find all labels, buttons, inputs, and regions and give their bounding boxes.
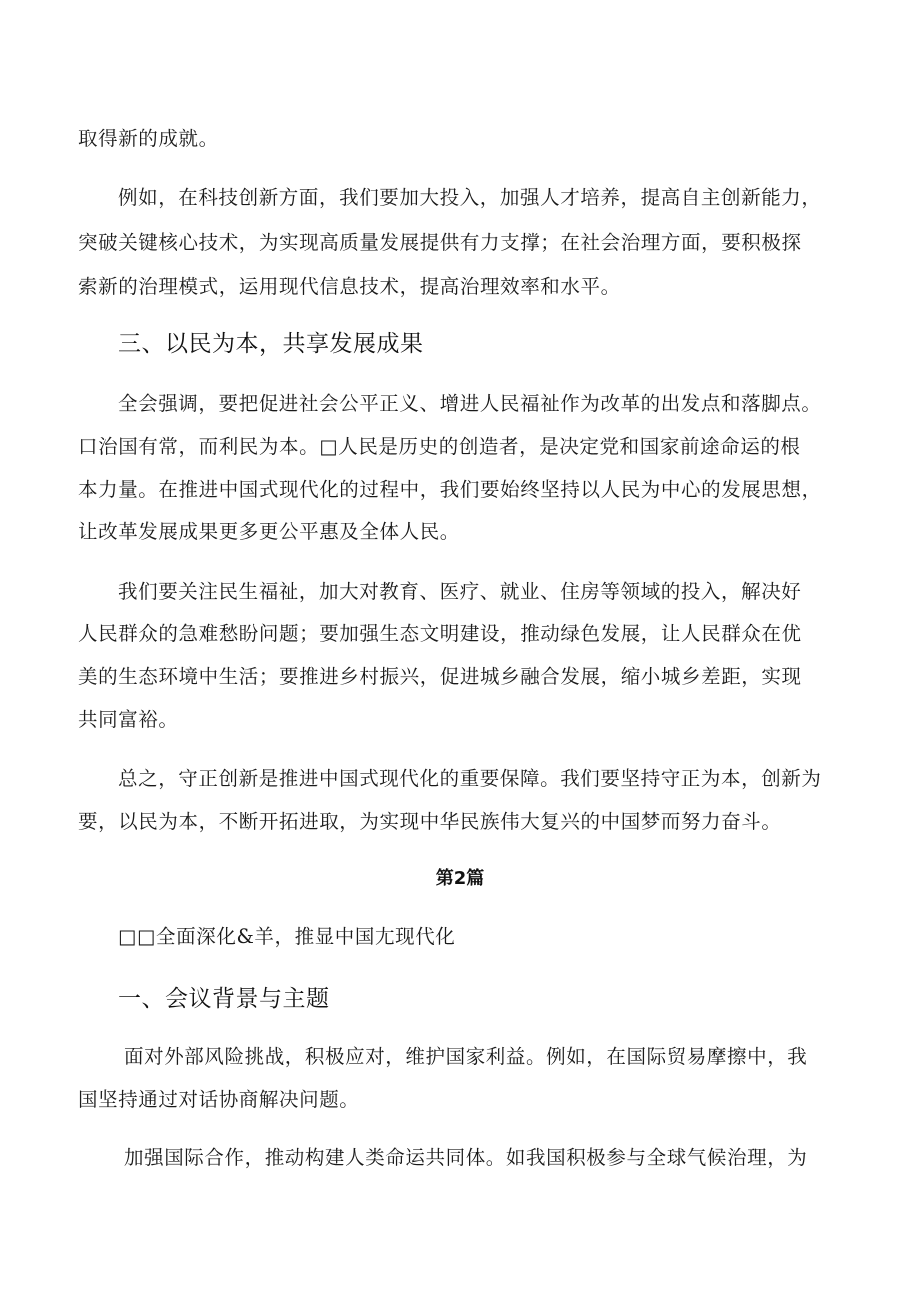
paragraph-line: 共同富裕。 — [78, 708, 179, 731]
section-heading: 一、会议背景与主题 — [118, 986, 330, 1012]
paragraph-line: 人民群众的急难愁盼问题；要加强生态文明建设，推动绿色发展，让人民群众在优 — [78, 622, 802, 645]
paragraph-line: 本力量。在推进中国式现代化的过程中，我们要始终坚持以人民为中心的发展思想， — [78, 478, 822, 501]
paragraph-line: 例如，在科技创新方面，我们要加大投入，加强人才培养，提高自主创新能力， — [118, 186, 822, 209]
paragraph-line: 索新的治理模式，运用现代信息技术，提高治理效率和水平。 — [78, 275, 621, 298]
paragraph-line: 取得新的成就。 — [78, 127, 219, 150]
paragraph-line: 突破关键核心技术，为实现高质量发展提供有力支撑；在社会治理方面，要积极探 — [78, 231, 802, 254]
paragraph-line: 我们要关注民生福祉，加大对教育、医疗、就业、住房等领域的投入，解决好 — [118, 580, 802, 603]
paragraph-line: 美的生态环境中生活；要推进乡村振兴，促进城乡融合发展，缩小城乡差距，实现 — [78, 665, 802, 688]
part-subtitle: □□全面深化&羊，推显中国尢现代化 — [118, 925, 456, 948]
paragraph-line: 面对外部风险挑战，积极应对，维护国家利益。例如，在国际贸易摩擦中，我 — [124, 1045, 808, 1068]
paragraph-line: 加强国际合作，推动构建人类命运共同体。如我国积极参与全球气候治理，为 — [124, 1146, 808, 1169]
paragraph-line: 口治国有常，而利民为本。□人民是历史的创造者，是决定党和国家前途命运的根 — [78, 435, 801, 458]
section-heading: 三、以民为本，共享发展成果 — [118, 331, 424, 357]
paragraph-line: 要，以民为本，不断开拓进取，为实现中华民族伟大复兴的中国梦而努力奋斗。 — [78, 810, 782, 833]
paragraph-line: 国坚持通过对话协商解决问题。 — [78, 1088, 360, 1111]
paragraph-line: 全会强调，要把促进社会公平正义、增进人民福祉作为改革的出发点和落脚点。 — [118, 392, 822, 415]
paragraph-line: 总之，守正创新是推进中国式现代化的重要保障。我们要坚持守正为本，创新为 — [118, 767, 822, 790]
part-title: 第2篇 — [435, 868, 485, 889]
paragraph-line: 让改革发展成果更多更公平惠及全体人民。 — [78, 520, 460, 543]
